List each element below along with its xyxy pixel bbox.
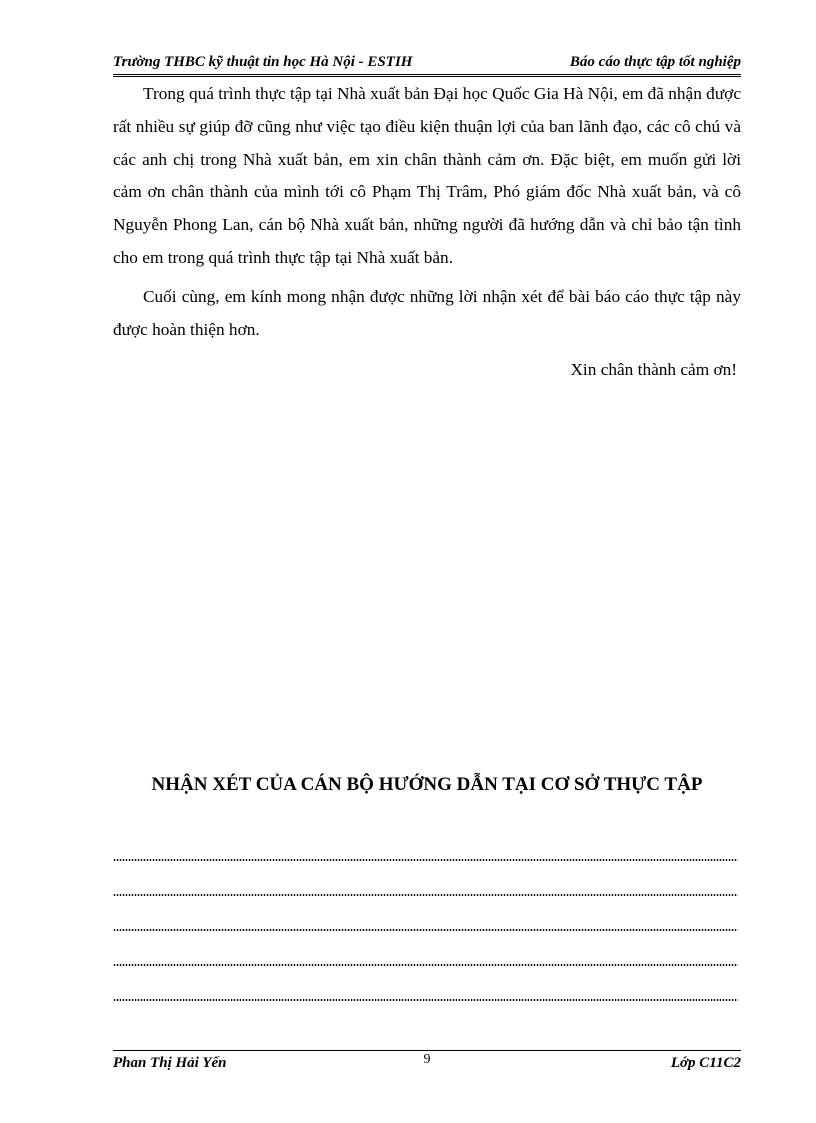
closing-thanks: Xin chân thành cảm ơn!: [570, 360, 737, 380]
review-section-title: NHẬN XÉT CỦA CÁN BỘ HƯỚNG DẪN TẠI CƠ SỞ THỰC TẬP: [151, 774, 703, 795]
review-blank-line: [113, 964, 738, 966]
footer-author-name: Phan Thị Hải Yến: [113, 1055, 227, 1071]
header-school-name: Trường THBC kỹ thuật tin học Hà Nội - ESTIH: [113, 54, 413, 70]
page-header: [113, 50, 741, 77]
acknowledgement-paragraph-2: Cuối cùng, em kính mong nhận được những lời nhận xét để bài báo cáo thực tập này được hoàn thiện hơn.: [113, 286, 741, 339]
review-blank-line: [113, 894, 738, 896]
header-report-title: Báo cáo thực tập tốt nghiệp: [569, 54, 741, 70]
review-blank-line: [113, 999, 738, 1001]
acknowledgement-body: [113, 78, 741, 387]
footer-class-name: Lớp C11C2: [670, 1055, 741, 1071]
page-footer: [113, 1052, 741, 1074]
acknowledgement-paragraph-1: Trong quá trình thực tập tại Nhà xuất bản Đại học Quốc Gia Hà Nội, em đã nhận được rất nhiều sự giúp đỡ cũng như việc tạo điều kiện thuận lợi của ban lãnh đạo, các cô chú và các anh chị trong Nhà xuất bản, em xin chân thành cảm ơn. Đặc biệt, em muốn gửi lời cảm ơn chân thành của mình tới cô Phạm Thị Trâm, Phó giám đốc Nhà xuất bản, và cô Nguyễn Phong Lan, cán bộ Nhà xuất bản, những người đã hướng dẫn và chỉ bảo tận tình cho em trong quá trình thực tập tại Nhà xuất bản.: [113, 84, 741, 267]
review-blank-line: [113, 929, 738, 931]
review-blank-line: [113, 859, 738, 861]
page-number: 9: [423, 1052, 431, 1067]
